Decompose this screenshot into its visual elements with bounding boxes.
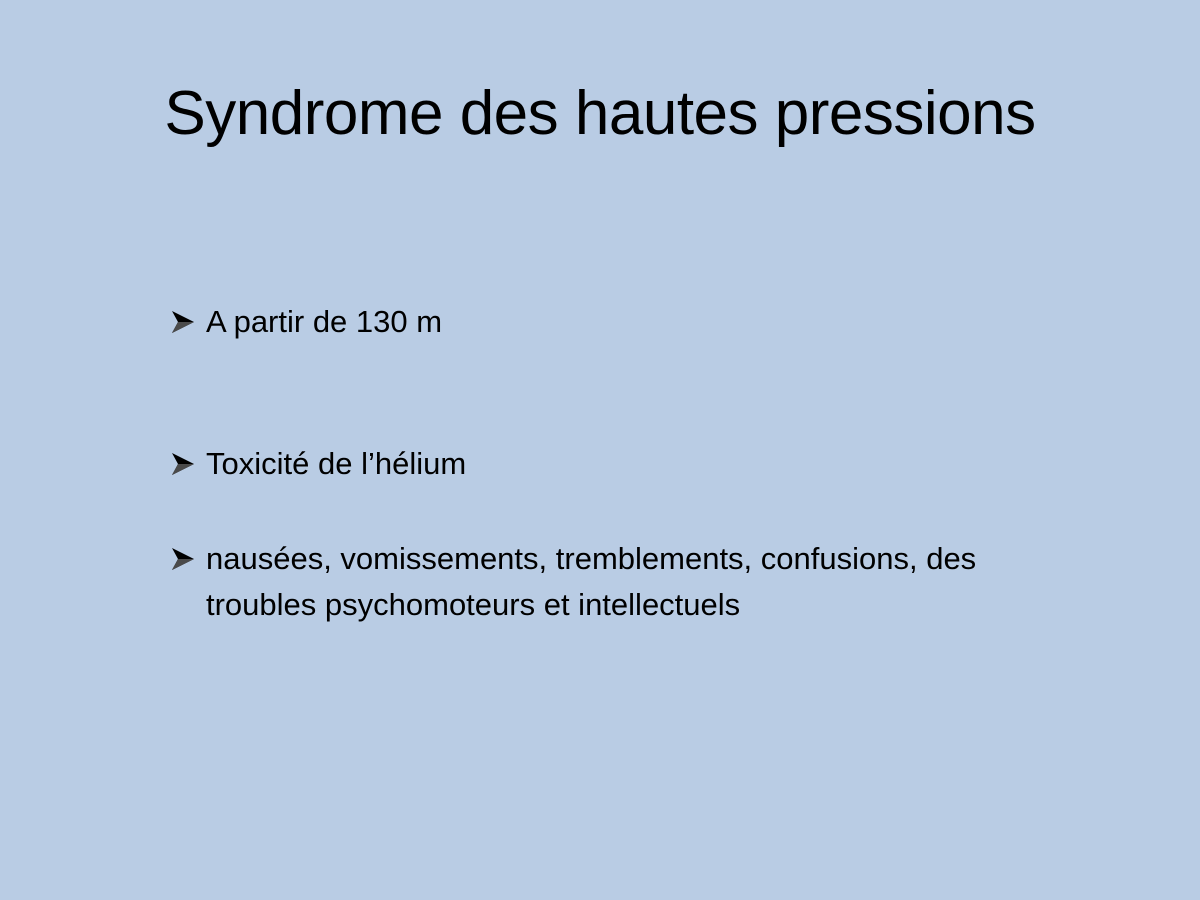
- bullet-item: [170, 299, 442, 345]
- arrowhead-bullet-icon: [170, 536, 206, 582]
- bullet-text: Toxicité de l’hélium: [206, 446, 467, 481]
- arrowhead-bullet-icon: [170, 441, 206, 487]
- bullet-list: [170, 0, 1110, 900]
- arrowhead-bullet-icon: [170, 299, 206, 345]
- bullet-item: [170, 441, 466, 487]
- bullet-item: [170, 536, 1066, 628]
- slide-title: Syndrome des hautes pressions: [164, 79, 1036, 148]
- bullet-text: nausées, vomissements, tremblements, confusions, des troubles psychomoteurs et intellectuels: [206, 541, 977, 622]
- bullet-text: A partir de 130 m: [206, 304, 443, 339]
